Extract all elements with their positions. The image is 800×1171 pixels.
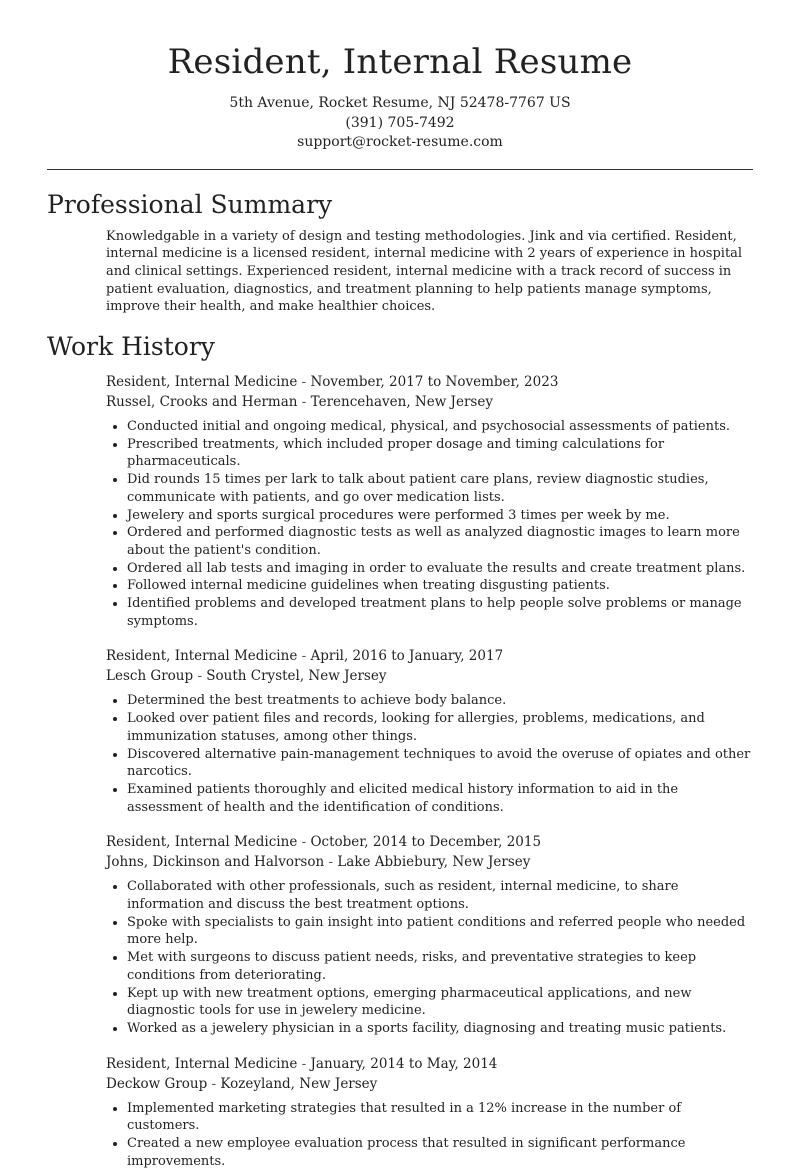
separator: - <box>211 1075 217 1092</box>
job-entry <box>106 372 753 630</box>
job-dates: November, 2017 to November, 2023 <box>310 374 559 391</box>
job-role: Resident, Internal Medicine <box>106 648 298 665</box>
job-bullets <box>106 878 753 1037</box>
contact-address: 5th Avenue, Rocket Resume, NJ 52478-7767 US <box>229 95 571 111</box>
job-company: Deckow Group <box>106 1075 208 1092</box>
list-item: • Worked as a jewelery physician in a sports facility, diagnosing and treating music patients. <box>127 1020 753 1038</box>
list-item: • Created a new employee evaluation process that resulted in significant performance improvements. <box>127 1135 753 1170</box>
job-location: Lake Abbiebury, New Jersey <box>337 854 531 871</box>
job-dates: January, 2014 to May, 2014 <box>310 1055 498 1072</box>
job-company-line <box>106 852 753 872</box>
job-title-line <box>106 646 753 666</box>
list-item: • Met with surgeons to discuss patient needs, risks, and preventative strategies to keep conditions from deteriorating. <box>127 949 753 984</box>
list-item: • Followed internal medicine guidelines when treating disgusting patients. <box>127 577 753 595</box>
job-bullets <box>106 692 753 816</box>
resume-header <box>0 0 800 153</box>
list-item: • Kept up with new treatment options, emerging pharmaceutical applications, and new diagnostic tools for use in jewelery medicine. <box>127 985 753 1020</box>
job-role: Resident, Internal Medicine <box>106 374 298 391</box>
separator: - <box>301 374 307 391</box>
separator: - <box>301 648 307 665</box>
list-item: • Implemented marketing strategies that resulted in a 12% increase in the number of customers. <box>127 1100 753 1135</box>
list-item: • Conducted initial and ongoing medical, physical, and psychosocial assessments of patients. <box>127 418 753 436</box>
list-item: • Identified problems and developed treatment plans to help people solve problems or manage symptoms. <box>127 595 753 630</box>
page-title: Resident, Internal Resume <box>167 42 633 82</box>
separator: - <box>301 834 307 851</box>
job-entry <box>106 646 753 816</box>
job-title-line <box>106 832 753 852</box>
job-bullets <box>106 418 753 630</box>
job-location: Kozeyland, New Jersey <box>220 1075 378 1092</box>
list-item: • Spoke with specialists to gain insight into patient conditions and referred people who needed more help. <box>127 914 753 949</box>
job-bullets <box>106 1100 753 1171</box>
job-role: Resident, Internal Medicine <box>106 834 298 851</box>
header-divider <box>47 169 753 170</box>
job-role: Resident, Internal Medicine <box>106 1055 298 1072</box>
list-item: • Did rounds 15 times per lark to talk about patient care plans, review diagnostic studies, communicate with patients, and go over medication lists. <box>127 471 753 506</box>
separator: - <box>328 854 334 871</box>
job-dates: April, 2016 to January, 2017 <box>310 648 504 665</box>
list-item: • Collaborated with other professionals, such as resident, internal medicine, to share information and discuss the best treatment options. <box>127 878 753 913</box>
summary-text: Knowledgable in a variety of design and testing methodologies. Jink and via certified. Resident, internal medicine is a licensed resident, internal medicine with 2 years of experience in hospital and clinical settings. Experienced resident, internal medicine with a track record of success in patient evaluation, diagnostics, and treatment planning to help patients manage symptoms, improve their health, and make healthier choices. <box>106 228 743 315</box>
list-item: • Ordered and performed diagnostic tests as well as analyzed diagnostic images to learn more about the patient's condition. <box>127 524 753 559</box>
separator: - <box>301 394 307 411</box>
list-item: • Discovered alternative pain-management techniques to avoid the overuse of opiates and other narcotics. <box>127 746 753 781</box>
list-item: • Examined patients thoroughly and elicited medical history information to aid in the assessment of health and the identification of conditions. <box>127 781 753 816</box>
separator: - <box>197 668 202 685</box>
separator: - <box>301 1055 307 1072</box>
summary-heading: Professional Summary <box>47 189 333 219</box>
list-item: • Jewelery and sports surgical procedures were performed 3 times per week by me. <box>127 507 753 525</box>
job-title-line <box>106 372 753 392</box>
contact-block <box>0 94 800 153</box>
list-item: • Determined the best treatments to achieve body balance. <box>127 692 753 710</box>
list-item: • Ordered all lab tests and imaging in order to evaluate the results and create treatment plans. <box>127 560 753 578</box>
job-entry <box>106 1054 753 1171</box>
job-company-line <box>106 1074 753 1094</box>
job-location: South Crystel, New Jersey <box>206 668 387 685</box>
contact-email: support@rocket-resume.com <box>297 134 503 150</box>
contact-phone: (391) 705-7492 <box>345 114 455 131</box>
job-company-line <box>106 392 753 412</box>
job-entry <box>106 832 753 1037</box>
list-item: • Looked over patient files and records, looking for allergies, problems, medications, and immunization statuses, among other things. <box>127 710 753 745</box>
list-item: • Prescribed treatments, which included proper dosage and timing calculations for pharmaceuticals. <box>127 436 753 471</box>
job-title-line <box>106 1054 753 1074</box>
job-company: Johns, Dickinson and Halvorson <box>106 854 325 871</box>
job-company: Lesch Group <box>106 668 194 685</box>
work-history-heading: Work History <box>47 332 215 362</box>
job-location: Terencehaven, New Jersey <box>310 394 493 411</box>
job-company: Russel, Crooks and Herman <box>106 394 298 411</box>
job-dates: October, 2014 to December, 2015 <box>310 834 542 851</box>
job-company-line <box>106 666 753 686</box>
